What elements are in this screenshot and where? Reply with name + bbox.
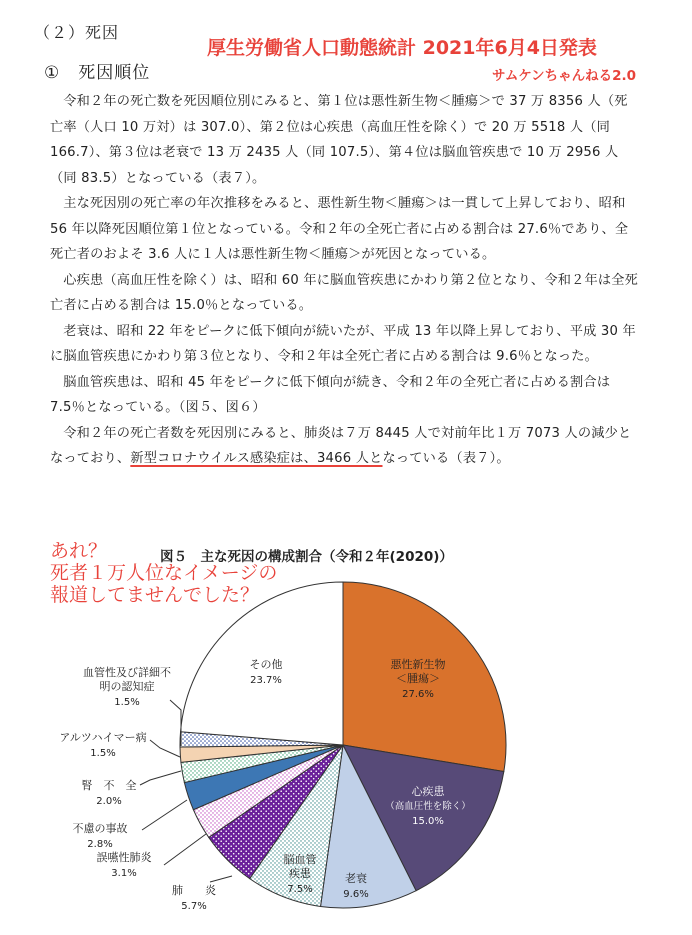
- slice-value-label: 15.0%: [412, 816, 444, 827]
- section-heading: （２）死因: [34, 23, 120, 42]
- slice-label: 肺 炎: [172, 884, 216, 897]
- paragraph-text: なっている（表７）。: [382, 451, 510, 466]
- slice-label: 老衰: [345, 872, 367, 885]
- leader-line: [170, 700, 181, 746]
- slice-label: その他: [249, 658, 283, 671]
- slice-value-label: 27.6%: [402, 689, 434, 700]
- slice-value-label: 5.7%: [181, 901, 207, 912]
- slice-label: 疾患: [289, 867, 311, 880]
- slice-label: 腎 不 全: [81, 779, 137, 792]
- slice-value-label: 9.6%: [343, 889, 369, 900]
- slice-value-label: 1.5%: [90, 748, 116, 759]
- channel-name: サムケンちゃんねる2.0: [492, 68, 637, 84]
- figure-title: 図５ 主な死因の構成割合（令和２年(2020)）: [160, 549, 453, 565]
- leader-line: [164, 834, 206, 865]
- slice-value-label: 3.1%: [111, 868, 137, 879]
- slice-value-label: 1.5%: [114, 697, 140, 708]
- paragraph: 主な死因別の死亡率の年次推移をみると、悪性新生物＜腫瘍＞は一貫して上昇しており、昭和 56 年以降死因順位第１位となっている。令和２年の全死亡者に占める割合は 27.6％であり、全死亡者のおよそ 3.6 人に１人は悪性新生物＜腫瘍＞が死因となっている。: [50, 196, 629, 262]
- slice-label: ＜腫瘍＞: [396, 672, 440, 685]
- slice-label: 心疾患: [411, 785, 445, 798]
- slice-label: アルツハイマー病: [59, 731, 147, 744]
- paragraph: 老衰は、昭和 22 年をピークに低下傾向が続いたが、平成 13 年以降上昇しており、平成 30 年に脳血管疾患にかわり第３位となり、令和２年は全死亡者に占める割合は 9.6％となった。: [50, 323, 636, 364]
- paragraph: 脳血管疾患は、昭和 45 年をピークに低下傾向が続き、令和２年の全死亡者に占める割合は 7.5％となっている。（図５、図６）: [50, 374, 611, 415]
- leader-line: [140, 771, 181, 785]
- subsection-heading: ① 死因順位: [44, 63, 151, 83]
- leader-line: [150, 740, 180, 757]
- covid-underlined-text: 新型コロナウイルス感染症は、3466 人と: [130, 451, 383, 466]
- overlay-annotation: あれ？ 死者１万人位なイメージの 報道してませんでした？: [50, 540, 278, 606]
- slice-label: （高血圧性を除く）: [385, 801, 471, 812]
- slice-value-label: 7.5%: [287, 884, 313, 895]
- leader-line: [210, 876, 232, 882]
- leader-line: [142, 800, 187, 830]
- paragraph: 令和２年の死亡数を死因順位別にみると、第１位は悪性新生物＜腫瘍＞で 37 万 8356 人（死亡率（人口 10 万対）は 307.0）、第２位は心疾患（高血圧性を除く）で 20 万 5518 人（同 166.7）、第３位は老衰で 13 万 2435 人（同 107.5）、第４位は脳血管疾患で 10 万 2956 人（同 83.5）となっている（表７）。: [50, 94, 628, 186]
- slice-value-label: 23.7%: [250, 675, 282, 686]
- slice-label: 脳血管: [283, 853, 317, 866]
- slice-label: 明の認知症: [99, 680, 155, 693]
- paragraph: 心疾患（高血圧性を除く）は、昭和 60 年に脳血管疾患にかわり第２位となり、令和２年は全死亡者に占める割合は 15.0％となっている。: [50, 272, 639, 313]
- slice-value-label: 2.0%: [96, 796, 122, 807]
- overlay-title: 厚生労働省人口動態統計 2021年6月4日発表: [207, 37, 597, 59]
- slice-label: 誤嚥性肺炎: [96, 851, 152, 864]
- slice-label: 血管性及び詳細不: [83, 666, 171, 679]
- slice-label: 不慮の事故: [72, 822, 128, 835]
- slice-label: 悪性新生物: [390, 658, 446, 671]
- slice-value-label: 2.8%: [87, 839, 113, 850]
- paragraph-text: 令和２年の死亡者数を死因別にみると、肺炎は７万 8445 人で対前年比１万 7073 人の減少となっており、: [50, 425, 632, 466]
